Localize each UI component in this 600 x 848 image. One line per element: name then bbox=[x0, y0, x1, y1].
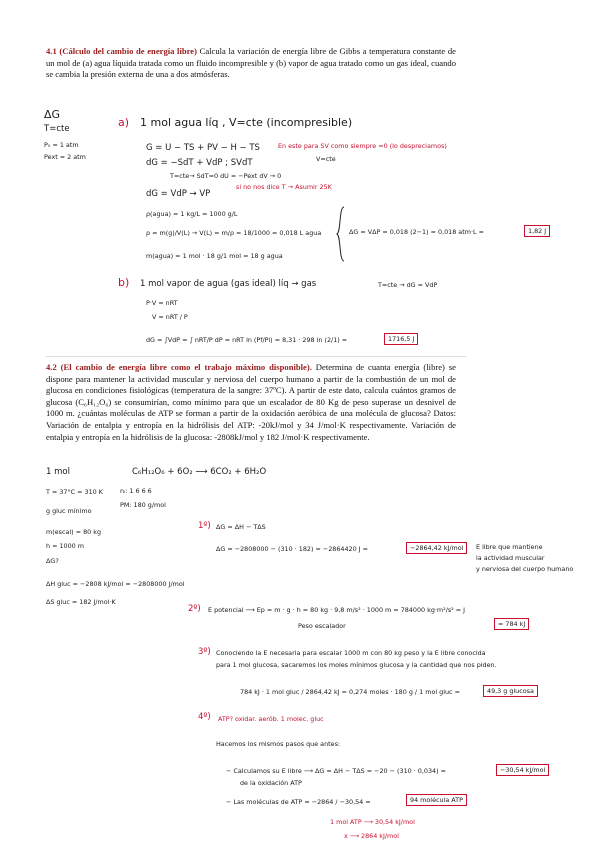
ideal-gas: P·V = nRT bbox=[146, 299, 178, 307]
note-dg-question: ΔG? bbox=[46, 557, 59, 565]
problem-4-1-heading: 4.1 (Cálculo del cambio de energía libre) bbox=[46, 46, 197, 56]
rho-volume: ρ = m(g)/V(L) → V(L) = m/ρ = 18/1000 = 0,018 L agua bbox=[146, 229, 322, 237]
step4-title: ATP? oxidar. aerób. 1 molec. gluc bbox=[218, 715, 324, 723]
note-ds: ΔS gluc = 182 J/mol·K bbox=[46, 598, 116, 606]
note-pext: Pext = 2 atm bbox=[44, 153, 86, 161]
step2-box: = 784 kJ bbox=[494, 618, 529, 630]
part-b-title: 1 mol vapor de agua (gas ideal) líq → gas bbox=[140, 279, 317, 289]
problem-4-1-text: Calcula la variación de energía libre de Gibbs a temperatura constante de un mol de (a) agua líquida tratada como un fluido incompresible y (b) vapor de agua tratado como un gas ideal, cuando se cambia la presión externa de una a dos atmósferas. bbox=[46, 46, 456, 80]
step4-atp-box: 94 molécula ATP bbox=[406, 794, 467, 806]
result-a-box: 1,82 J bbox=[524, 225, 550, 237]
step3-text-1: Conociendo la E necesaria para escalar 1000 m con 80 kg peso y la E libre conocida bbox=[216, 649, 486, 657]
step4-dg-box: −30,54 kJ/mol bbox=[496, 764, 549, 776]
step1-calc: ΔG = −2808000 − (310 · 182) = −2864420 J = bbox=[216, 545, 368, 553]
step2-label: 2º) bbox=[188, 604, 201, 614]
result-b: dG = ∫VdP = ∫ nRT/P dP = nRT ln (Pf/Pi) = 8,31 · 298 ln (2/1) = bbox=[146, 336, 348, 344]
step1-note-1: E libre que mantiene bbox=[476, 543, 543, 551]
problem-4-2-statement bbox=[46, 362, 456, 443]
step4-rule-2: x ⟶ 2864 kJ/mol bbox=[344, 832, 399, 840]
result-b-box: 1716,5 J bbox=[384, 333, 418, 345]
part-b-label: b) bbox=[118, 276, 130, 289]
step3-box: 49,3 g glucosa bbox=[483, 685, 538, 697]
note-pm: PM: 180 g/mol bbox=[120, 501, 166, 509]
problem-4-2-text: Determina de cuanta energía (libre) se dispone para mantener la actividad muscular y nerviosa del cuerpo humano a partir de la combustión de un mol de glucosa en condiciones fisiológicas (temperatura de la sangre: 37ºC). A partir de este dato, calcula cuántos gramos de glucosa (C₆H₁₂O₆) se consumirían, como mínimo para que un escalador de 80 Kg de peso superase un desnivel de 1000 m. ¿cuántas moléculas de ATP se forman a partir de la oxidación aeróbica de una molécula de glucosa? Datos: Variación de entalpia y entropía en la hidrólisis del ATP: -20kJ/mol y 34 J/mol·K respectivamente. Variación de entalpia y entropía en la hidrólisis de la glucosa: -2808kJ/mol y 182 J/mol·K respectivamente. bbox=[46, 362, 456, 442]
step1-note-3: y nerviosa del cuerpo humano bbox=[476, 565, 574, 573]
note-mass-climber: m(escal) = 80 kg bbox=[46, 528, 102, 536]
volume-expr: V = nRT / P bbox=[152, 313, 188, 321]
eq-dg-note: V=cte bbox=[316, 155, 336, 163]
eq-tcte-note: si no nos dice T → Asumir 25K bbox=[236, 183, 332, 191]
brace-icon bbox=[336, 206, 346, 262]
rho-water: ρ(agua) = 1 kg/L = 1000 g/L bbox=[146, 210, 238, 218]
note-dh: ΔH gluc = −2808 kJ/mol = −2808000 J/mol bbox=[46, 580, 185, 588]
step1-label: 1º) bbox=[198, 521, 211, 531]
eq-dg: dG = −SdT + VdP ; SVdT bbox=[146, 158, 253, 168]
part-a-title: 1 mol agua líq , V=cte (incompresible) bbox=[140, 116, 353, 129]
step3-label: 3º) bbox=[198, 647, 211, 657]
step2-sub: Peso escalador bbox=[298, 622, 346, 630]
step4-dg-note: de la oxidación ATP bbox=[240, 779, 302, 787]
note-height: h = 1000 m bbox=[46, 542, 84, 550]
step1-box: −2864,42 kJ/mol bbox=[406, 542, 467, 554]
step1-note-2: la actividad muscular bbox=[476, 554, 545, 562]
note-temp: T = 37°C = 310 K bbox=[46, 488, 103, 496]
note-p0: P₀ = 1 atm bbox=[44, 141, 79, 149]
mass-water: m(agua) = 1 mol · 18 g/1 mol = 18 g agua bbox=[146, 252, 283, 260]
note-1mol: 1 mol bbox=[46, 467, 70, 477]
reaction: C₆H₁₂O₆ + 6O₂ ⟶ 6CO₂ + 6H₂O bbox=[132, 467, 267, 477]
eq-dg-vdp: dG = VdP → VP bbox=[146, 189, 211, 199]
step4-intro: Hacemos los mismos pasos que antes: bbox=[216, 740, 341, 748]
part-a-label: a) bbox=[118, 116, 130, 129]
section-divider bbox=[46, 356, 466, 357]
part-b-cond: T=cte → dG = VdP bbox=[378, 281, 438, 289]
note-ni: nᵢ: 1 6 6 6 bbox=[120, 487, 152, 495]
step1-formula: ΔG = ΔH − TΔS bbox=[216, 523, 266, 531]
note-dg: ΔG bbox=[44, 108, 61, 121]
step4-dg: − Calculamos su E libre ⟶ ΔG = ΔH − TΔS = −20 − (310 · 0,034) = bbox=[226, 767, 446, 775]
step3-calc: 784 kJ · 1 mol gluc / 2864,42 kJ = 0,274 moles · 180 g / 1 mol gluc = bbox=[240, 688, 460, 696]
eq-gibbs-note: En este para SV como siempre =0 (lo despreciamos) bbox=[278, 142, 447, 150]
step2-calc: E potencial ⟶ Ep = m · g · h = 80 kg · 9,8 m/s² · 1000 m = 784000 kg·m²/s² = J bbox=[208, 606, 466, 614]
result-a: ΔG = VΔP = 0,018 (2−1) = 0,018 atm·L = bbox=[349, 228, 484, 236]
problem-4-1-statement bbox=[46, 46, 456, 81]
problem-4-2-heading: 4.2 (El cambio de energía libre como el trabajo máximo disponible). bbox=[46, 362, 312, 372]
eq-tcte: T=cte→ SdT=0 dU = −Pext dV → 0 bbox=[170, 172, 282, 180]
eq-gibbs: G = U − TS + PV − H − TS bbox=[146, 143, 260, 153]
step4-rule-1: 1 mol ATP ⟶ 30,54 kJ/mol bbox=[330, 818, 415, 826]
note-tcte: T=cte bbox=[44, 124, 70, 134]
note-gluc-min: g gluc mínimo bbox=[46, 507, 92, 515]
step4-atp: − Las moléculas de ATP = −2864 / −30,54 = bbox=[226, 798, 371, 806]
step4-label: 4º) bbox=[198, 712, 211, 722]
step3-text-2: para 1 mol glucosa, sacaremos los moles mínimos glucosa y la cantidad que nos piden. bbox=[216, 661, 497, 669]
